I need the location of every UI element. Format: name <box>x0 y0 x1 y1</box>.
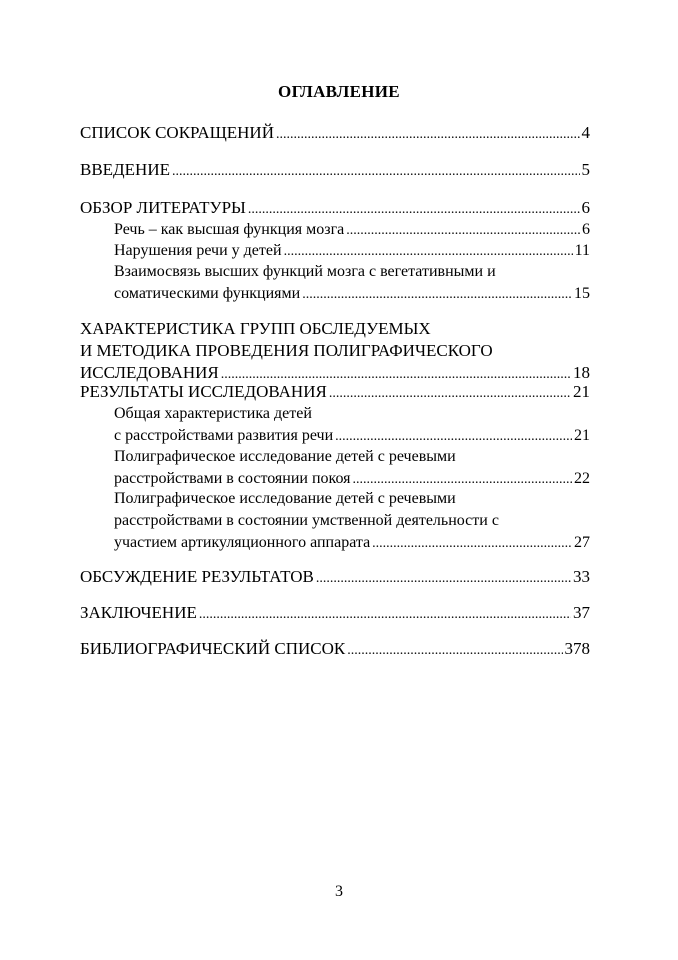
toc-subentry-speech-disorders[interactable] <box>114 240 590 263</box>
toc-entry-label: ВВЕДЕНИЕ <box>80 160 170 179</box>
dot-leader <box>316 568 571 590</box>
toc-entry-label: ХАРАКТЕРИСТИКА ГРУПП ОБСЛЕДУЕМЫХ <box>80 319 431 338</box>
toc-entry-bibliography[interactable] <box>80 638 590 662</box>
toc-page-number: 6 <box>582 221 590 238</box>
toc-entry-label: ОБЗОР ЛИТЕРАТУРЫ <box>80 198 246 217</box>
toc-entry-label: РЕЗУЛЬТАТЫ ИССЛЕДОВАНИЯ <box>80 382 327 401</box>
dot-leader <box>172 161 580 183</box>
toc-page-number: 5 <box>581 160 590 179</box>
toc-entry-label: Полиграфическое исследование детей с речевыми <box>114 448 456 465</box>
page-number: 3 <box>335 883 343 900</box>
toc-entry-label: БИБЛИОГРАФИЧЕСКИЙ СПИСОК <box>80 639 346 658</box>
toc-entry-literature-review[interactable] <box>80 197 590 221</box>
toc-subentry-rest-state[interactable] <box>114 446 590 491</box>
toc-page-number: 6 <box>581 198 590 217</box>
toc-page-number: 11 <box>574 242 590 259</box>
dot-leader <box>302 284 572 306</box>
dot-leader <box>199 604 571 626</box>
toc-entry-label: Полиграфическое исследование детей с речевыми <box>114 490 456 507</box>
toc-entry-results[interactable] <box>80 381 590 405</box>
toc-entry-methods[interactable] <box>80 318 590 386</box>
toc-page-number: 21 <box>574 427 590 444</box>
toc-entry-label: Нарушения речи у детей <box>114 242 282 259</box>
toc-entry-label: СПИСОК СОКРАЩЕНИЙ <box>80 123 274 142</box>
toc-subentry-mental-activity[interactable] <box>114 488 590 555</box>
toc-entry-label-cont: И МЕТОДИКА ПРОВЕДЕНИЯ ПОЛИГРАФИЧЕСКОГО <box>80 341 493 360</box>
toc-subentry-general-characteristics[interactable] <box>114 403 590 448</box>
toc-entry-label-cont: расстройствами в состоянии покоя <box>114 470 351 487</box>
toc-page-number: 4 <box>581 123 590 142</box>
toc-entry-introduction[interactable] <box>80 159 590 183</box>
toc-entry-abbreviations[interactable] <box>80 122 590 146</box>
toc-page-number: 21 <box>573 382 590 401</box>
toc-entry-label-cont: расстройствами в состоянии умственной деятельности с <box>114 512 499 529</box>
toc-entry-label: Общая характеристика детей <box>114 405 312 422</box>
toc-entry-label: ЗАКЛЮЧЕНИЕ <box>80 603 197 622</box>
dot-leader <box>335 426 572 448</box>
dot-leader <box>372 533 572 555</box>
toc-entry-label-cont: ИССЛЕДОВАНИЯ <box>80 363 219 382</box>
toc-page-number: 18 <box>573 363 590 382</box>
dot-leader <box>284 241 573 263</box>
toc-page-number: 378 <box>564 639 590 658</box>
toc-entry-label-cont: соматическими функциями <box>114 285 301 302</box>
toc-entry-discussion[interactable] <box>80 566 590 590</box>
toc-entry-label: Взаимосвязь высших функций мозга с вегетативными и <box>114 263 496 280</box>
dot-leader <box>329 383 571 405</box>
toc-entry-label-cont: участием артикуляционного аппарата <box>114 534 371 551</box>
toc-subentry-speech[interactable] <box>114 219 590 242</box>
toc-page-number: 37 <box>573 603 590 622</box>
toc-entry-label-cont: с расстройствами развития речи <box>114 427 334 444</box>
toc-subentry-brain-functions[interactable] <box>114 261 590 306</box>
toc-entry-conclusion[interactable] <box>80 602 590 626</box>
dot-leader <box>276 124 580 146</box>
dot-leader <box>347 640 562 662</box>
page-title: ОГЛАВЛЕНИЕ <box>278 82 400 101</box>
dot-leader <box>346 220 580 242</box>
toc-entry-label: Речь – как высшая функция мозга <box>114 221 345 238</box>
toc-page-number: 33 <box>573 567 590 586</box>
toc-page-number: 15 <box>574 285 590 302</box>
toc-page-number: 27 <box>574 534 590 551</box>
dot-leader <box>248 199 580 221</box>
toc-entry-label: ОБСУЖДЕНИЕ РЕЗУЛЬТАТОВ <box>80 567 314 586</box>
toc-page-number: 22 <box>574 470 590 487</box>
